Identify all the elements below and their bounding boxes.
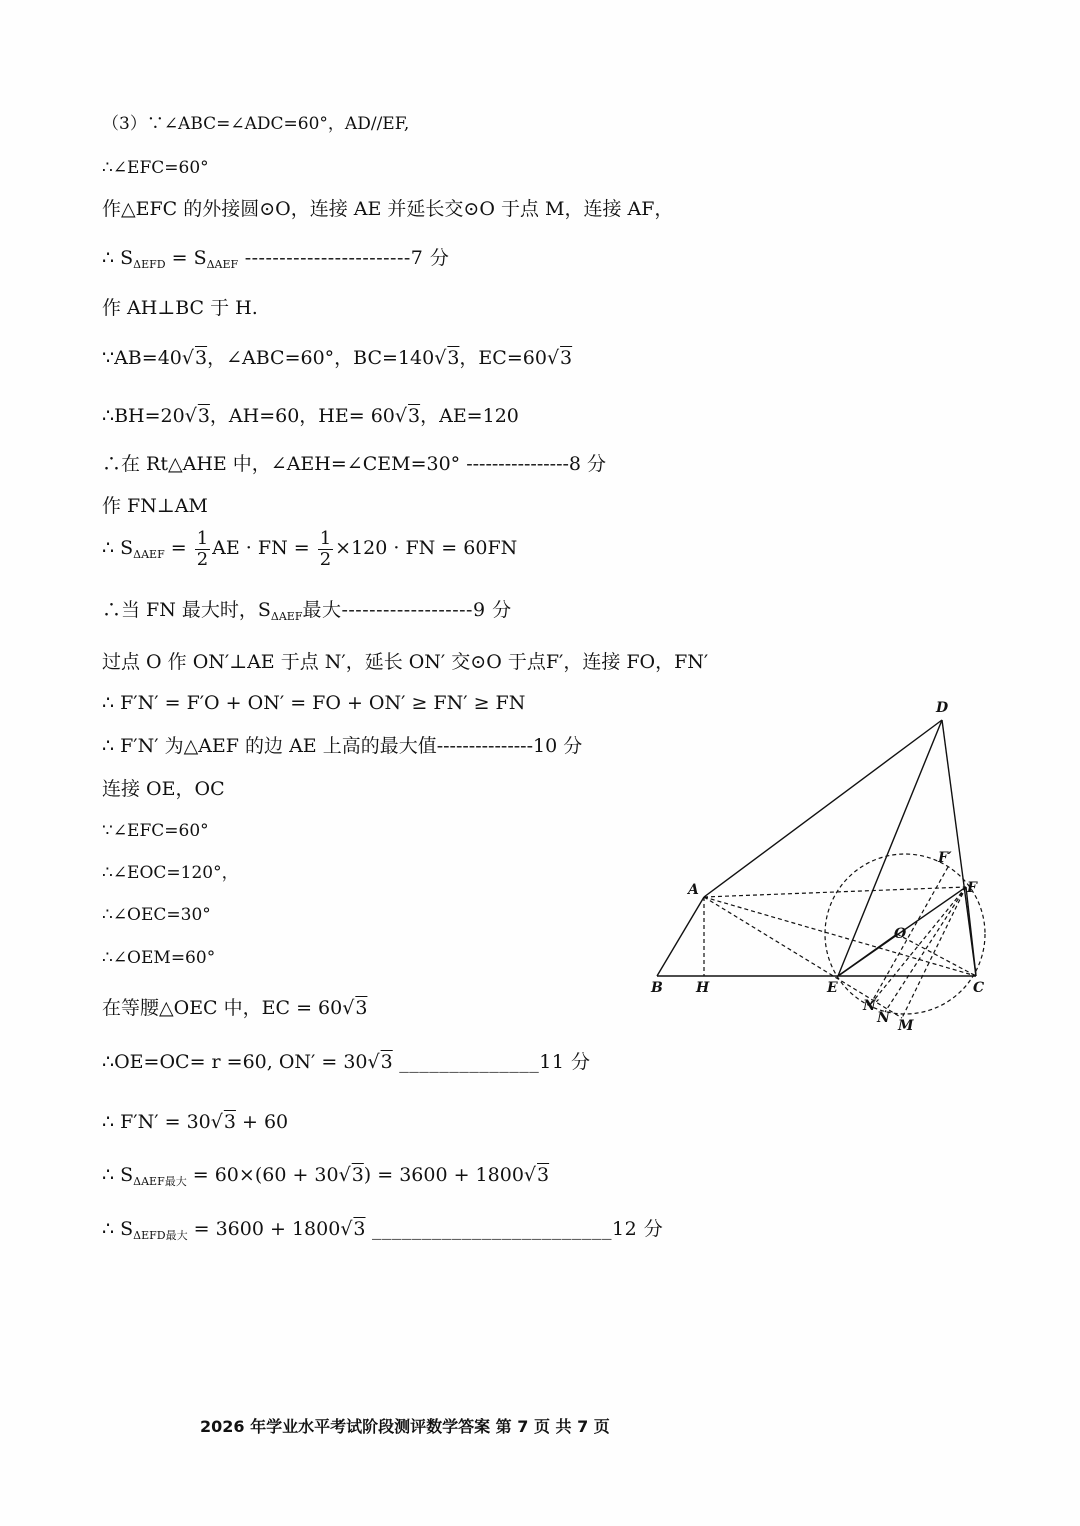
t: ×120 · FN = 60FN (335, 537, 518, 559)
t: ∵AB=40 (102, 347, 182, 369)
sub: ΔAEF (270, 610, 303, 623)
line-24: ∴ $S_{\Delta EFD最大} = 3600 + 1800√3$ ________________________12 分 (102, 1218, 664, 1242)
denominator: 2 (196, 548, 209, 570)
label-E: E (827, 980, 838, 996)
t: AE · FN = (212, 537, 316, 559)
segment-OC (897, 934, 976, 976)
line-13: ∴ F′N′ = F′O + ON′ = FO + ON′ ≥ FN′ ≥ FN (102, 692, 526, 714)
t: ) = 3600 + 1800 (363, 1164, 524, 1186)
line-11 (102, 598, 512, 629)
geometry-figure (640, 690, 1000, 1040)
segment-FC (966, 887, 976, 976)
segment-F1N1 (870, 867, 948, 1005)
t: ，EC=60 (459, 347, 547, 369)
fraction (318, 529, 333, 570)
label-B: B (651, 980, 663, 996)
t: ∴ S (102, 247, 134, 269)
t: 在等腰△OEC 中，EC = 60 (102, 997, 343, 1019)
t: = 3600 + 1800 (187, 1218, 341, 1240)
score-11: ______________11 分 (392, 1051, 591, 1073)
line-5: 作 AH⊥BC 于 H. (102, 297, 258, 319)
label-N-prime: N′ (863, 998, 880, 1014)
sub: ΔEFD (133, 258, 166, 271)
radicand: 3 (355, 997, 368, 1019)
line-15: 连接 OE，OC (102, 778, 225, 800)
line-20: 在等腰△OEC 中，EC = 60√3 (102, 997, 368, 1019)
label-A: A (688, 882, 699, 898)
segment-DC (942, 720, 976, 976)
label-F-prime: F′ (938, 850, 952, 866)
label-M: M (898, 1018, 914, 1034)
denominator: 2 (319, 548, 332, 570)
radicand: 3 (223, 1111, 236, 1133)
radicand: 3 (353, 1218, 366, 1240)
score-12: ________________________12 分 (365, 1218, 664, 1240)
t: ∴当 FN 最大时，S (102, 599, 271, 621)
line-17: ∴∠EOC=120°， (102, 863, 239, 883)
t: + 60 (235, 1111, 289, 1133)
label-D: D (936, 700, 949, 716)
segment-AB (657, 897, 704, 976)
label-N: N (877, 1010, 890, 1026)
radicand: 3 (537, 1164, 550, 1186)
line-22: ∴ F′N′ = 30√3 + 60 (102, 1111, 289, 1133)
t: ，∠ABC=60°，BC=140 (207, 347, 435, 369)
radicand: 3 (194, 347, 208, 369)
t: ∴BH=20 (102, 405, 185, 427)
line-4 (102, 246, 449, 277)
line-10 (102, 528, 517, 575)
radicand: 3 (408, 405, 421, 427)
radicand: 3 (351, 1164, 364, 1186)
line-3: 作△EFC 的外接圆⊙O，连接 AE 并延长交⊙O 于点 M，连接 AF， (102, 198, 674, 220)
label-O: O (894, 926, 907, 942)
t: ∴ F′N′ = 30 (102, 1111, 211, 1133)
line-14: ∴ F′N′ 为△AEF 的边 AE 上高的最大值---------------10 分 (102, 735, 583, 757)
sub: ΔAEF (133, 548, 165, 561)
score-9: 最大-------------------9 分 (302, 599, 512, 621)
line-6: ∵AB=40√3，∠ABC=60°，BC=140√3，EC=60√3 (102, 347, 573, 369)
segment-AF (704, 887, 966, 897)
score-7: ------------------------7 分 (238, 247, 450, 269)
numerator: 1 (319, 527, 332, 549)
t: ，AE=120 (420, 405, 519, 427)
t: ∴ S (102, 537, 134, 559)
label-C: C (973, 980, 985, 996)
t: = 60×(60 + 30 (186, 1164, 339, 1186)
segment-FM (902, 887, 966, 1018)
t: = (164, 537, 193, 559)
page-footer: 2026 年学业水平考试阶段测评数学答案 第 7 页 共 7 页 (200, 1417, 610, 1436)
t: = S (165, 247, 207, 269)
line-21: ∴OE=OC= r =60, ON′ = 30√3 ______________11 分 (102, 1051, 591, 1073)
line-23: ∴ $S_{\Delta AEF最大} = 60\times(60 + 30√3) = 3600 + 1800√3$ (102, 1164, 550, 1188)
sub: ΔAEF (206, 258, 239, 271)
line-12: 过点 O 作 ON′⊥AE 于点 N′，延长 ON′ 交⊙O 于点F′，连接 FO，FN′ (102, 651, 709, 673)
line-9: 作 FN⊥AM (102, 495, 208, 517)
t: ∴ S (102, 1164, 134, 1186)
line-18: ∴∠OEC=30° (102, 905, 211, 925)
radicand: 3 (380, 1051, 393, 1073)
line-8: ∴在 Rt△AHE 中，∠AEH=∠CEM=30° ----------------8 分 (102, 453, 607, 475)
line-1: （3）∵∠ABC=∠ADC=60°，AD//EF, (102, 114, 410, 134)
line-7: ∴BH=20√3，AH=60，HE= 60√3，AE=120 (102, 405, 519, 427)
sub: ΔEFD最大 (133, 1229, 188, 1242)
radicand: 3 (197, 405, 210, 427)
line-16: ∵∠EFC=60° (102, 821, 209, 841)
segment-FN1 (870, 887, 966, 1005)
line-2: ∴∠EFC=60° (102, 158, 209, 178)
t: ∴ S (102, 1218, 134, 1240)
label-F: F (967, 880, 977, 896)
fraction (195, 529, 210, 570)
numerator: 1 (196, 527, 209, 549)
t: ∴OE=OC= r =60, ON′ = 30 (102, 1051, 368, 1073)
radicand: 3 (447, 347, 460, 369)
label-H: H (696, 980, 710, 996)
t: ，AH=60，HE= 60 (209, 405, 395, 427)
sub: ΔAEF最大 (133, 1175, 187, 1188)
line-19: ∴∠OEM=60° (102, 948, 216, 968)
radicand: 3 (560, 347, 573, 369)
